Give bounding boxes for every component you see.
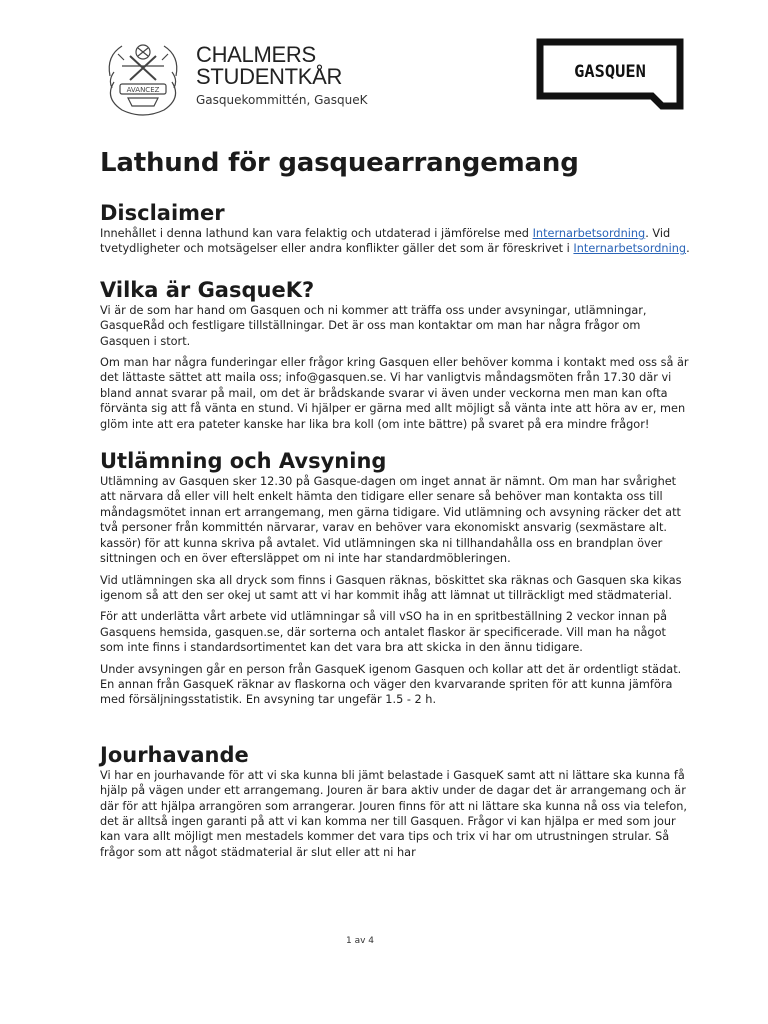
chalmers-seal-logo (100, 36, 186, 120)
jour-paragraph-1: Vi har en jourhavande för att vi ska kunna bli jämt belastade i GasqueK samt att ni lättare ska kunna få hjälp på vägen under ett arrangemang. Jouren är bara aktiv under de dagar det är arrangemang och är där för att hjälpa arrangören som arrangerar. Jouren finns för att ni lättare ska kunna nå oss via telefon, det är alltså ingen garanti på att vi kan komma ner till Gasquen. Frågor vi kan hjälpa er med som jour kan vara allt möjligt men mestadels kommer det vara tips och trix vi har om utrustningen strular. Så frågor som att något städmaterial är slut eller att ni har (100, 768, 688, 859)
utlamning-paragraph-1: Utlämning av Gasquen sker 12.30 på Gasque-dagen om inget annat är nämnt. Om man har svårighet att närvara då eller vill helt enkelt hämta den tidigare eller senare så behöver man kontakta oss till måndagsmötet innan ert arrangemang, men gärna tidigare. Vid utlämning och avsyning räcker det att två personer från kommittén närvarar, varav en behöver vara ekonomiskt ansvarig (sexmästare alt. kassör) för att kunna skriva på avtalet. Vid utlämningen ska ni tillhandahålla oss en brandplan över sittningen och en över eftersläppet om ni inte har standardmöbleringen. (100, 475, 681, 566)
internarbetsordning-link-2[interactable]: Internarbetsordning (573, 242, 687, 256)
page-number: 1 av 4 (345, 936, 374, 946)
gasquen-logo (536, 38, 684, 110)
org-name-line2: STUDENTKÅR (196, 64, 343, 89)
utlamning-paragraph-3: För att underlätta vårt arbete vid utlämningar så vill vSO ha in en spritbeställning 2 veckor innan på Gasquens hemsida, gasquen.se, där sorterna och antalet flaskor är specificerade. Vill man ha något som inte finns i standardsortimentet kan det vara bra att skicka in den ännu tidigare. (100, 610, 668, 655)
internarbetsordning-link[interactable]: Internarbetsordning (532, 227, 646, 240)
section-heading-utlamning: Utlämning och Avsyning (100, 449, 387, 474)
disclaimer-text-a: Innehållet i denna lathund kan vara felaktig och utdaterad i jämförelse med (100, 227, 533, 240)
section-utlamning (100, 448, 690, 708)
disclaimer-text-b: . Vid tvetydligheter och motsägelser eller andra konflikter gäller det som är föreskrivet i (100, 227, 671, 256)
section-disclaimer (100, 200, 690, 257)
section-heading-jourhavande: Jourhavande (100, 742, 249, 767)
disclaimer-text-c: . (686, 242, 690, 256)
page-title: Lathund för gasquearrangemang (100, 148, 579, 178)
document-body (100, 146, 690, 860)
seal-text: AVANCEZ (126, 86, 160, 94)
utlamning-paragraph-2: Vid utlämningen ska all dryck som finns i Gasquen räknas, böskittet ska räknas och Gasquen ska kikas igenom så att den ser okej ut samt att vi har kommit ihåg att lämnat ut tillräckligt med städmaterial. (100, 573, 682, 602)
vilka-paragraph-2: Om man har några funderingar eller frågor kring Gasquen eller behöver komma i kontakt med oss så är det lättaste sättet att maila oss; info@gasquen.se. Vi har vanligtvis måndagsmöten från 17.30 där vi bland annat svarar på mail, om det är brådskande svarar vi även under veckorna men man kan ofta förvänta sig att få vänta en stund. Vi hjälper er gärna med allt möjligt så vänta inte att höra av er, men glöm inte att era pateter kanske har lika bra koll (om inte bättre) på svaret på era mindre frågor! (100, 356, 689, 431)
section-heading-vilka: Vilka är GasqueK? (100, 277, 315, 302)
logo-text: GASQUEN (574, 62, 646, 82)
org-subtitle: Gasquekommittén, GasqueK (196, 93, 368, 107)
org-name-line1: CHALMERS (196, 42, 316, 67)
org-name (196, 44, 342, 88)
section-vilka (100, 277, 690, 432)
section-heading-disclaimer: Disclaimer (100, 201, 225, 225)
vilka-paragraph-1: Vi är de som har hand om Gasquen och ni kommer att träffa oss under avsyningar, utlämningar, GasqueRåd och festligare tillställningar. Det är oss man kontaktar om man har några frågor om Gasquen i stort. (100, 303, 647, 348)
section-jourhavande (100, 742, 690, 860)
utlamning-paragraph-4: Under avsyningen går en person från GasqueK igenom Gasquen och kollar att det är ordentligt städat. En annan från GasqueK räknar av flaskorna och väger den kvarvarande spriten för att kunna jämföra med försäljningsstatistik. En avsyning tar ungefär 1.5 - 2 h. (100, 662, 682, 707)
disclaimer-paragraph (100, 226, 690, 257)
